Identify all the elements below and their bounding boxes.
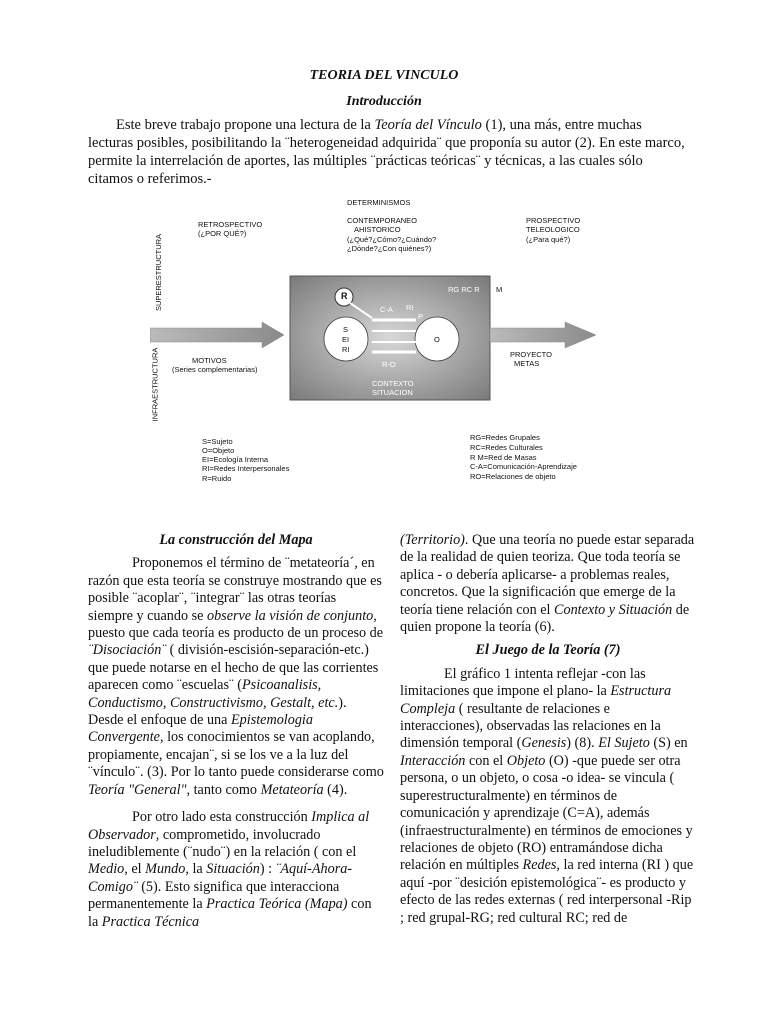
left-arrow <box>150 322 284 348</box>
vinculo-diagram <box>150 190 610 490</box>
rich-runs <box>88 555 384 797</box>
legend-right-2: R M=Red de Masas <box>470 453 537 462</box>
text-run: , los conocimientos se van acoplando, propiamente, encajan¨, si se los ve a la luz del ¨vínculo¨. (3). Por lo tanto puede considerarse como <box>88 729 384 781</box>
italic-run: Epistemologia Convergente <box>88 712 313 746</box>
text-run: (O) -que puede ser otra persona, o un objeto, o cosa -o idea- se vincula ( superestructuralmente) en términos de comunicación y aprendizaje (C=A), además (infraestructuralmente) en términos de emociones y relaciones de objeto (RO) entramándose dicha relación en múltiples <box>400 752 693 874</box>
diagram-contexto-1: CONTEXTO <box>372 379 414 388</box>
legend-right-0: RG=Redes Grupales <box>470 433 540 442</box>
italic-run: ¨Aquí-Ahora-Comigo¨ <box>88 861 353 895</box>
right-arrow <box>490 322 596 348</box>
italic-run: Metateoría <box>260 781 324 798</box>
legend-right-1: RC=Redes Culturales <box>470 443 543 452</box>
text-run: de quien propone la teoría (6). <box>400 601 690 636</box>
diagram-superestructura: SUPERESTRUCTURA <box>154 233 164 312</box>
diagram-prosp-3: (¿Para qué?) <box>526 235 571 244</box>
rich-runs <box>400 532 694 635</box>
intro-text-2: (1), una más, entre muchas lecturas posibles, posibilitando la ¨heterogeneidad adquirida¨ que proponía su autor (2). En este marco, permite la interrelación de aportes, las múltiples ¨prácticas teóricas¨ y técnicas, a las cuales sólo citamos o referimos.- <box>88 117 685 187</box>
right-paragraph-0 <box>400 532 696 636</box>
text-run: con la <box>88 896 372 930</box>
intro-italic: Teoría del Vínculo <box>374 117 482 133</box>
italic-run: Practica Técnica <box>101 913 200 930</box>
left-column <box>88 532 384 931</box>
diagram-proyecto-2: METAS <box>514 359 540 368</box>
text-run: ). Desde el enfoque de una <box>88 694 347 729</box>
legend-left-4: R=Ruido <box>202 474 232 483</box>
italic-run: Estructura Compleja <box>400 683 672 717</box>
rich-runs <box>88 809 372 929</box>
right-paragraph-1 <box>400 666 696 927</box>
diagram-ri: RI <box>406 303 414 312</box>
text-run: , comprometido, involucrado ineludiblemente (¨nudo¨) en la relación ( con el <box>88 826 357 860</box>
diagram-o: O <box>434 335 440 344</box>
italic-run: Genesis <box>521 735 567 752</box>
text-run: El gráfico 1 intenta reflejar -con las limitaciones que impone el plano- la <box>400 665 646 700</box>
diagram-motivos-2: (Series complementarias) <box>172 365 258 374</box>
left-paragraph-2 <box>88 809 384 931</box>
text-run: ( división-escisión-separación-etc.) que puede notarse en el hecho de que las corrientes aparecen como ¨escuelas¨ ( <box>88 642 379 694</box>
diagram-prosp-1: PROSPECTIVO <box>526 216 581 225</box>
right-column <box>400 532 696 927</box>
text-run: Proponemos el término de ¨metateoría´, en razón que esta teoría se construye mostrando que es posible ¨acoplar¨, ¨integrar¨ las otras teorías siempre y cuando se <box>88 555 382 624</box>
italic-run: El Sujeto <box>598 735 650 752</box>
diagram-rg-rc-r: RG RC R <box>448 285 480 294</box>
diagram-infraestructura: INFRAESTRUCTURA <box>150 347 160 422</box>
text-run: , la red interna (RI ) que aquí -por ¨desición epistemológica¨- es producto y efecto de las redes externas ( red interpersonal -Rip ; red grupal-RG; red cultural RC; red de <box>400 857 694 926</box>
intro-text-1: Este breve trabajo propone una lectura de la <box>116 117 375 133</box>
diagram-contexto-2: SITUACION <box>372 388 413 397</box>
italic-run: Practica Teórica (Mapa) <box>206 896 348 913</box>
italic-run: Teoría "General" <box>88 781 187 798</box>
diagram-r-label: R <box>341 291 348 301</box>
diagram-proyecto-1: PROYECTO <box>510 350 552 359</box>
diagram-determinismos: DETERMINISMOS <box>347 198 411 207</box>
text-run: , el <box>124 861 146 878</box>
text-run: (S) en <box>649 735 688 752</box>
document-subtitle: Introducción <box>346 94 422 109</box>
legend-left-3: RI=Redes Interpersonales <box>202 464 290 473</box>
italic-run: Objeto <box>506 752 546 769</box>
italic-run: Medio <box>88 861 125 878</box>
text-run: con el <box>465 752 507 769</box>
diagram-contemp-4: ¿Dónde?¿Con quiénes?) <box>347 244 432 253</box>
diagram-prosp-2: TELEOLOGICO <box>526 225 580 234</box>
diagram-retro-1: RETROSPECTIVO <box>198 220 263 229</box>
left-paragraph-1 <box>88 555 384 799</box>
text-run: , tanto como <box>186 781 261 798</box>
italic-run: Interacción <box>400 752 466 769</box>
section-heading-mapa: La construcción del Mapa <box>159 532 313 548</box>
text-run: (5). Esto significa que interacciona permanentemente la <box>88 878 340 913</box>
diagram-contemp-3: (¿Qué?¿Cómo?¿Cuándo? <box>347 235 437 244</box>
diagram-s-3: RI <box>342 345 350 354</box>
diagram-p: P <box>418 312 424 321</box>
intro-paragraph <box>88 116 688 188</box>
legend-left-0: S=Sujeto <box>202 437 233 446</box>
text-run: ) : <box>259 861 276 878</box>
diagram-ca: C-A <box>380 305 393 314</box>
italic-run: Situación <box>206 861 260 878</box>
italic-run: Implica al Observador <box>88 809 370 843</box>
section-heading-juego: El Juego de la Teoría (7) <box>475 642 621 659</box>
italic-run: Contexto y Situación <box>554 601 673 618</box>
diagram-retro-2: (¿POR QUÉ?) <box>198 229 247 238</box>
legend-right-3: C-A=Comunicación-Aprendizaje <box>470 462 577 471</box>
italic-run: Mundo <box>145 861 186 878</box>
diagram-motivos-1: MOTIVOS <box>192 356 227 365</box>
text-run: , puesto que cada teoría es producto de un proceso de <box>88 607 384 642</box>
diagram-ro: R-O <box>382 360 396 369</box>
italic-run: Psicoanalisis, Conductismo, Constructivismo, Gestalt, etc. <box>88 677 339 711</box>
italic-run: ¨Disociación¨ <box>88 642 167 659</box>
italic-run: (Territorio) <box>400 532 465 548</box>
diagram-m-label: M <box>496 285 503 294</box>
italic-run: observe la visión de conjunto <box>206 607 374 624</box>
legend-left-2: EI=Ecología Interna <box>202 455 269 464</box>
italic-run: Redes <box>522 857 557 874</box>
diagram-contemp-1: CONTEMPORANEO <box>347 216 418 225</box>
document-title: TEORIA DEL VINCULO <box>309 68 459 83</box>
text-run: , la <box>185 861 207 878</box>
text-run: . Que una teoría no puede estar separada de la realidad de quien teoriza. Que toda teoría se aplica - o debería aplicarse- a problemas reales, concretos. Que la significación que emerge de la teoría tiene relación con el <box>400 532 695 618</box>
diagram-contemp-2: AHISTORICO <box>354 225 401 234</box>
legend-right-4: RO=Relaciones de objeto <box>470 472 556 481</box>
text-run: ( resultante de relaciones e interacciones), observadas las relaciones en la dimensión temporal ( <box>400 700 661 752</box>
text-run: ) (8). <box>566 735 599 752</box>
rich-runs <box>400 666 693 926</box>
legend-left-1: O=Objeto <box>202 446 235 455</box>
text-run: (4). <box>323 781 348 798</box>
diagram-s-1: S <box>343 325 349 334</box>
text-run: Por otro lado esta construcción <box>132 809 312 826</box>
diagram-s-2: EI <box>342 335 350 344</box>
